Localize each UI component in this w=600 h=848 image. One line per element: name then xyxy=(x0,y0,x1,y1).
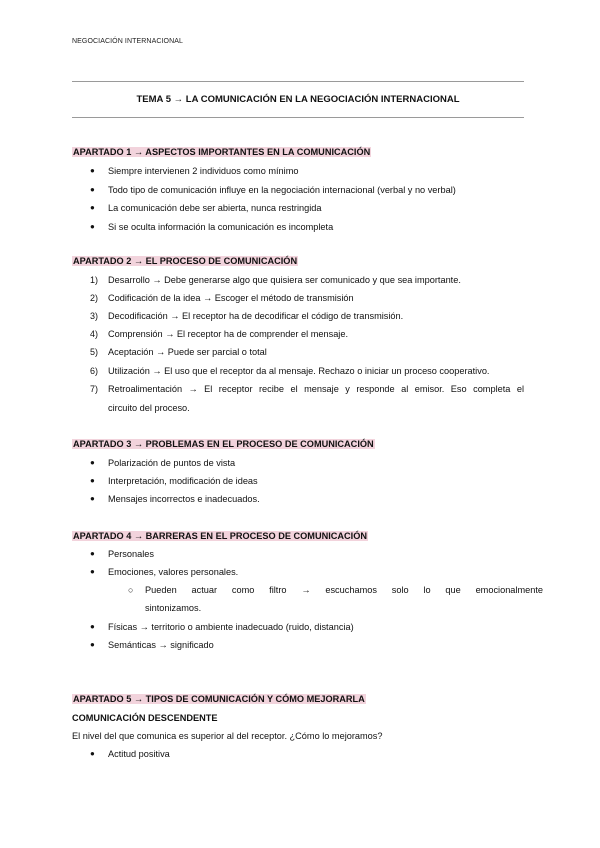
item-number: 1) xyxy=(90,275,99,285)
section-1-heading: APARTADO 1 → ASPECTOS IMPORTANTES EN LA COMUNICACIÓN xyxy=(73,147,371,157)
bullet-icon: ● xyxy=(90,458,95,467)
bullet-icon: ● xyxy=(90,494,95,503)
bullet-icon: ● xyxy=(90,476,95,485)
item-number: 4) xyxy=(90,329,99,339)
section-4-heading: APARTADO 4 → BARRERAS EN EL PROCESO DE COMUNICACIÓN xyxy=(73,531,368,541)
subsection-heading: COMUNICACIÓN DESCENDENTE xyxy=(72,713,218,723)
bullet-icon: ● xyxy=(90,222,95,231)
top-rule xyxy=(72,81,524,82)
item-number: 3) xyxy=(90,311,99,321)
item-number: 2) xyxy=(90,293,99,303)
item-number: 5) xyxy=(90,347,99,357)
bottom-rule xyxy=(72,117,524,118)
circle-bullet-icon: ○ xyxy=(128,585,134,595)
item-number: 7) xyxy=(90,384,99,394)
bullet-icon: ● xyxy=(90,549,95,558)
paragraph: El nivel del que comunica es superior al del receptor. ¿Cómo lo mejoramos? xyxy=(72,731,383,741)
section-2-heading: APARTADO 2 → EL PROCESO DE COMUNICACIÓN xyxy=(73,256,298,266)
bullet-icon: ● xyxy=(90,166,95,175)
bullet-icon: ● xyxy=(90,622,95,631)
bullet-icon: ● xyxy=(90,640,95,649)
bullet-icon: ● xyxy=(90,567,95,576)
bullet-icon: ● xyxy=(90,185,95,194)
bullet-icon: ● xyxy=(90,203,95,212)
bullet-icon: ● xyxy=(90,749,95,758)
section-5-heading: APARTADO 5 → TIPOS DE COMUNICACIÓN Y CÓMO MEJORARLA xyxy=(73,694,365,704)
page-header: NEGOCIACIÓN INTERNACIONAL xyxy=(72,38,184,45)
document-title: TEMA 5 → LA COMUNICACIÓN EN LA NEGOCIACIÓN INTERNACIONAL xyxy=(136,94,460,105)
item-number: 6) xyxy=(90,366,99,376)
section-3-heading: APARTADO 3 → PROBLEMAS EN EL PROCESO DE COMUNICACIÓN xyxy=(73,439,374,449)
